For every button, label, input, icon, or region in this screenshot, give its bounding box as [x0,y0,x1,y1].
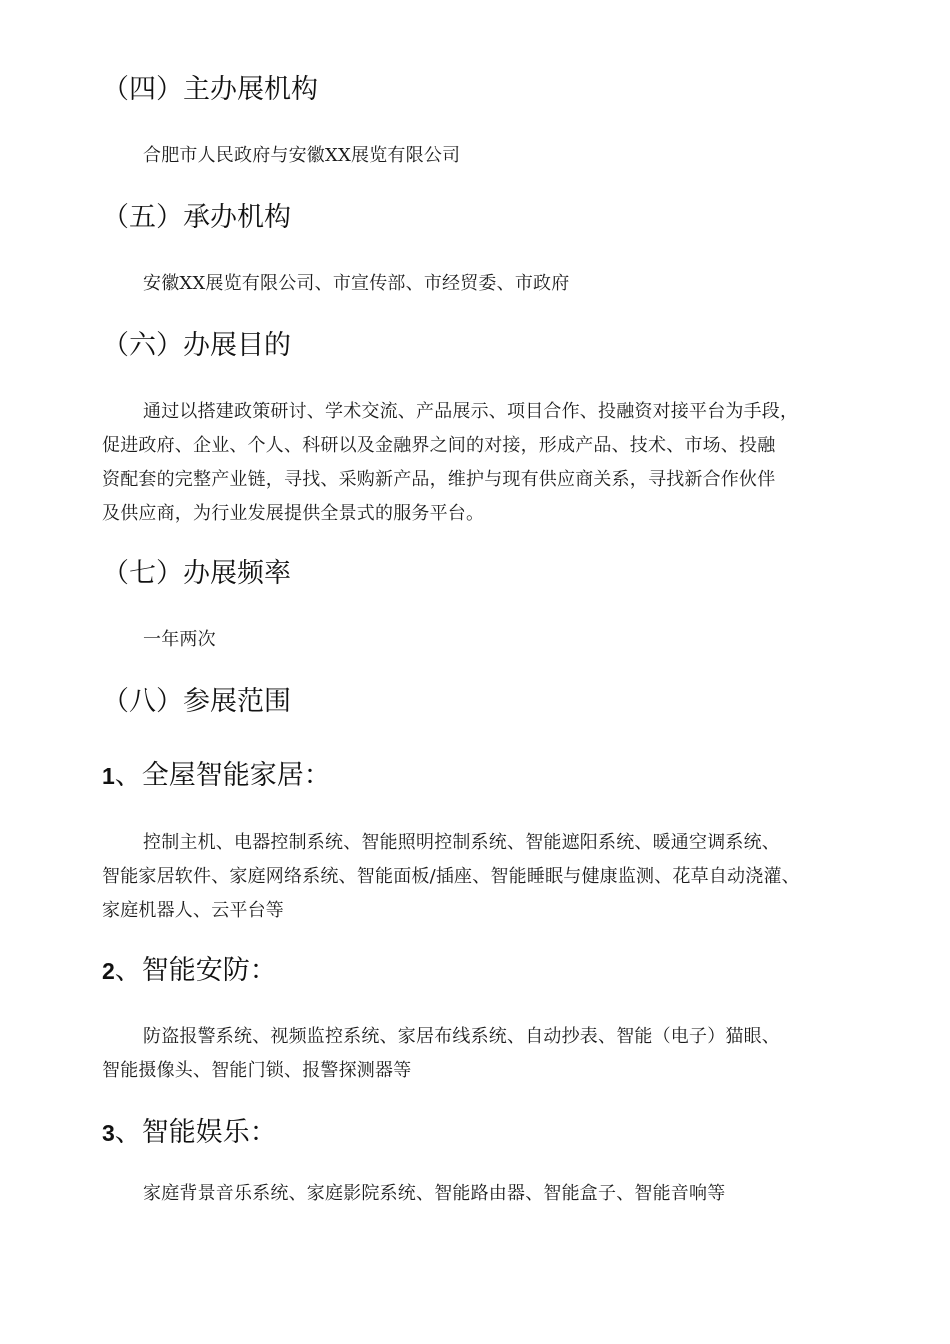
smart-home-line-2: 智能家居软件、家庭网络系统、智能面板/插座、智能睡眠与健康监测、花草自动浇灌、 [102,866,800,887]
category-heading-smart-entertainment [102,1115,277,1151]
category-number: 2 [102,958,115,984]
category-heading-smart-home [102,758,331,794]
smart-security-line-2: 智能摄像头、智能门锁、报警探测器等 [102,1060,412,1081]
section-heading-frequency: （七）办展频率 [102,558,291,589]
section-heading-scope: （八）参展范围 [102,686,291,717]
section-heading-purpose: （六）办展目的 [102,330,291,361]
category-title: 、智能安防： [114,955,277,986]
co-organizer-text: 安徽XX展览有限公司、市宣传部、市经贸委、市政府 [143,273,570,294]
category-number: 1 [102,763,115,789]
purpose-line-4: 及供应商，为行业发展提供全景式的服务平台。 [102,503,485,524]
category-number: 3 [102,1120,115,1146]
frequency-text: 一年两次 [143,629,216,650]
organizer-text: 合肥市人民政府与安徽XX展览有限公司 [143,145,461,166]
section-heading-organizer: （四）主办展机构 [102,74,318,105]
smart-home-line-1: 控制主机、电器控制系统、智能照明控制系统、智能遮阳系统、暖通空调系统、 [143,832,780,853]
purpose-line-2: 促进政府、企业、个人、科研以及金融界之间的对接，形成产品、技术、市场、投融 [102,435,776,456]
category-title: 、全屋智能家居： [114,760,331,791]
smart-security-line-1: 防盗报警系统、视频监控系统、家居布线系统、自动抄表、智能（电子）猫眼、 [143,1026,780,1047]
section-heading-co-organizer: （五）承办机构 [102,202,291,233]
smart-entertainment-line-1: 家庭背景音乐系统、家庭影院系统、智能路由器、智能盒子、智能音响等 [143,1183,726,1204]
category-title: 、智能娱乐： [114,1117,277,1148]
purpose-line-1: 通过以搭建政策研讨、学术交流、产品展示、项目合作、投融资对接平台为手段， [143,401,799,422]
category-heading-smart-security [102,953,277,989]
purpose-line-3: 资配套的完整产业链，寻找、采购新产品，维护与现有供应商关系，寻找新合作伙伴 [102,469,776,490]
smart-home-line-3: 家庭机器人、云平台等 [102,900,284,921]
